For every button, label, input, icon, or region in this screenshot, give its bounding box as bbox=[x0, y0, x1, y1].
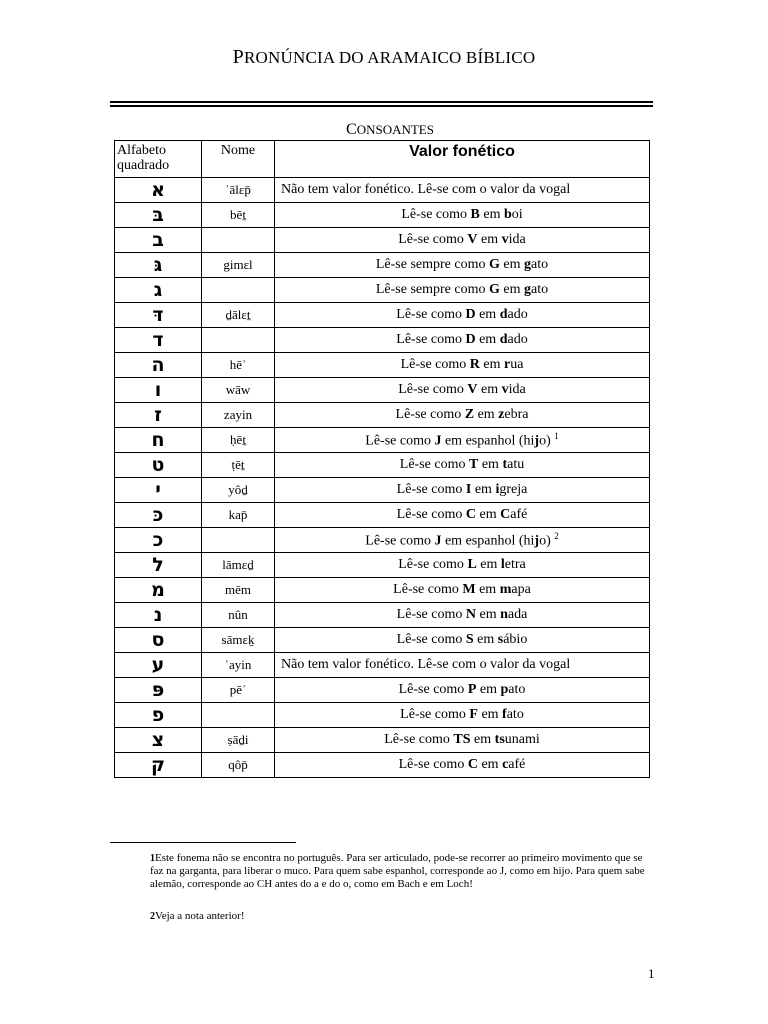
footnote-ref: 1 bbox=[554, 430, 559, 441]
table-row bbox=[115, 528, 650, 553]
footnote-ref: 2 bbox=[554, 530, 559, 541]
phonetic-value: Lê-se como C em Café bbox=[275, 503, 650, 528]
phonetic-value: Lê-se como S em sábio bbox=[275, 628, 650, 653]
hebrew-letter: גּ bbox=[115, 253, 202, 278]
table-row bbox=[115, 603, 650, 628]
consonants-table bbox=[114, 140, 650, 778]
phonetic-value: Lê-se como D em dado bbox=[275, 303, 650, 328]
letter-name: pēʾ bbox=[202, 678, 275, 703]
phonetic-value: Lê-se como J em espanhol (hijo) $^1$ bbox=[275, 428, 650, 453]
table-row bbox=[115, 203, 650, 228]
hebrew-letter: צ bbox=[115, 728, 202, 753]
letter-name: ḏālɛṯ bbox=[202, 303, 275, 328]
letter-name: nûn bbox=[202, 603, 275, 628]
table-header-row bbox=[115, 141, 650, 178]
letter-name: kap̄ bbox=[202, 503, 275, 528]
hebrew-letter: בּ bbox=[115, 203, 202, 228]
table-row bbox=[115, 378, 650, 403]
letter-name: gimɛl bbox=[202, 253, 275, 278]
section-title: CONSOANTES bbox=[346, 121, 434, 138]
table-row bbox=[115, 453, 650, 478]
table-row bbox=[115, 228, 650, 253]
title-rule-bottom bbox=[110, 105, 653, 107]
table-row bbox=[115, 578, 650, 603]
table-row bbox=[115, 278, 650, 303]
phonetic-value: Lê-se como C em café bbox=[275, 753, 650, 778]
table-row bbox=[115, 478, 650, 503]
phonetic-value: Lê-se como T em tatu bbox=[275, 453, 650, 478]
header-phonetic-value: Valor fonético bbox=[275, 141, 650, 178]
table-row bbox=[115, 753, 650, 778]
letter-name: ʾālɛp̄ bbox=[202, 178, 275, 203]
table-row bbox=[115, 403, 650, 428]
hebrew-letter: ק bbox=[115, 753, 202, 778]
hebrew-letter: ד bbox=[115, 328, 202, 353]
phonetic-value: Lê-se como I em igreja bbox=[275, 478, 650, 503]
letter-name: zayin bbox=[202, 403, 275, 428]
letter-name: sāmɛḵ bbox=[202, 628, 275, 653]
letter-name: mēm bbox=[202, 578, 275, 603]
phonetic-value: Lê-se como Z em zebra bbox=[275, 403, 650, 428]
letter-name: qôp̄ bbox=[202, 753, 275, 778]
hebrew-letter: כ bbox=[115, 528, 202, 553]
footnote-1: 1Este fonema não se encontra no português. Para ser articulado, pode-se recorrer ao primeiro movimento que se faz na garganta, para liberar o muco. Para quem sabe espanhol, corresponde ao J, como em hijo. Para quem sabe alemão, corresponde ao CH antes do a e do o, como em Bach e em Loch! bbox=[150, 852, 645, 890]
phonetic-value: Lê-se como F em fato bbox=[275, 703, 650, 728]
hebrew-letter: ג bbox=[115, 278, 202, 303]
letter-name bbox=[202, 703, 275, 728]
hebrew-letter: ח bbox=[115, 428, 202, 453]
hebrew-letter: ב bbox=[115, 228, 202, 253]
table-row bbox=[115, 728, 650, 753]
phonetic-value: Lê-se como R em rua bbox=[275, 353, 650, 378]
phonetic-value: Não tem valor fonético. Lê-se com o valor da vogal bbox=[275, 653, 650, 678]
title-rule-top bbox=[110, 101, 653, 103]
table-row bbox=[115, 303, 650, 328]
header-name: Nome bbox=[202, 141, 275, 178]
letter-name: hēʾ bbox=[202, 353, 275, 378]
phonetic-value: Lê-se como B em boi bbox=[275, 203, 650, 228]
table-row bbox=[115, 328, 650, 353]
hebrew-letter: פּ bbox=[115, 678, 202, 703]
hebrew-letter: מ bbox=[115, 578, 202, 603]
letter-name: yôḏ bbox=[202, 478, 275, 503]
hebrew-letter: נ bbox=[115, 603, 202, 628]
hebrew-letter: ס bbox=[115, 628, 202, 653]
hebrew-letter: י bbox=[115, 478, 202, 503]
letter-name: ḥēṯ bbox=[202, 428, 275, 453]
letter-name: ṭēṯ bbox=[202, 453, 275, 478]
phonetic-value: Lê-se como D em dado bbox=[275, 328, 650, 353]
hebrew-letter: ה bbox=[115, 353, 202, 378]
letter-name bbox=[202, 228, 275, 253]
letter-name: bēṯ bbox=[202, 203, 275, 228]
phonetic-value: Lê-se como V em vida bbox=[275, 228, 650, 253]
letter-name bbox=[202, 328, 275, 353]
footnote-separator bbox=[110, 842, 296, 843]
table-row bbox=[115, 628, 650, 653]
footnote-2: 2Veja a nota anterior! bbox=[150, 910, 245, 922]
table-row bbox=[115, 428, 650, 453]
phonetic-value: Lê-se como P em pato bbox=[275, 678, 650, 703]
phonetic-value: Não tem valor fonético. Lê-se com o valor da vogal bbox=[275, 178, 650, 203]
hebrew-letter: ו bbox=[115, 378, 202, 403]
letter-name bbox=[202, 528, 275, 553]
phonetic-value: Lê-se sempre como G em gato bbox=[275, 253, 650, 278]
phonetic-value: Lê-se como J em espanhol (hijo) $^2$ bbox=[275, 528, 650, 553]
hebrew-letter: ע bbox=[115, 653, 202, 678]
page-title: PRONÚNCIA DO ARAMAICO BÍBLICO bbox=[232, 46, 536, 68]
table-row bbox=[115, 178, 650, 203]
hebrew-letter: דּ bbox=[115, 303, 202, 328]
hebrew-letter: ז bbox=[115, 403, 202, 428]
table-row bbox=[115, 553, 650, 578]
phonetic-value: Lê-se como M em mapa bbox=[275, 578, 650, 603]
hebrew-letter: א bbox=[115, 178, 202, 203]
letter-name: wāw bbox=[202, 378, 275, 403]
letter-name bbox=[202, 278, 275, 303]
table-row bbox=[115, 353, 650, 378]
hebrew-letter: כּ bbox=[115, 503, 202, 528]
hebrew-letter: ל bbox=[115, 553, 202, 578]
phonetic-value: Lê-se como V em vida bbox=[275, 378, 650, 403]
phonetic-value: Lê-se como L em letra bbox=[275, 553, 650, 578]
table-row bbox=[115, 253, 650, 278]
table-row bbox=[115, 703, 650, 728]
hebrew-letter: ט bbox=[115, 453, 202, 478]
letter-name: ʿayin bbox=[202, 653, 275, 678]
phonetic-value: Lê-se sempre como G em gato bbox=[275, 278, 650, 303]
table-row bbox=[115, 653, 650, 678]
table-row bbox=[115, 503, 650, 528]
header-alphabet: Alfabeto quadrado bbox=[115, 141, 202, 178]
letter-name: ṣāḏi bbox=[202, 728, 275, 753]
phonetic-value: Lê-se como TS em tsunami bbox=[275, 728, 650, 753]
phonetic-value: Lê-se como N em nada bbox=[275, 603, 650, 628]
page-number: 1 bbox=[648, 966, 655, 981]
hebrew-letter: פ bbox=[115, 703, 202, 728]
letter-name: lāmɛḏ bbox=[202, 553, 275, 578]
table-row bbox=[115, 678, 650, 703]
